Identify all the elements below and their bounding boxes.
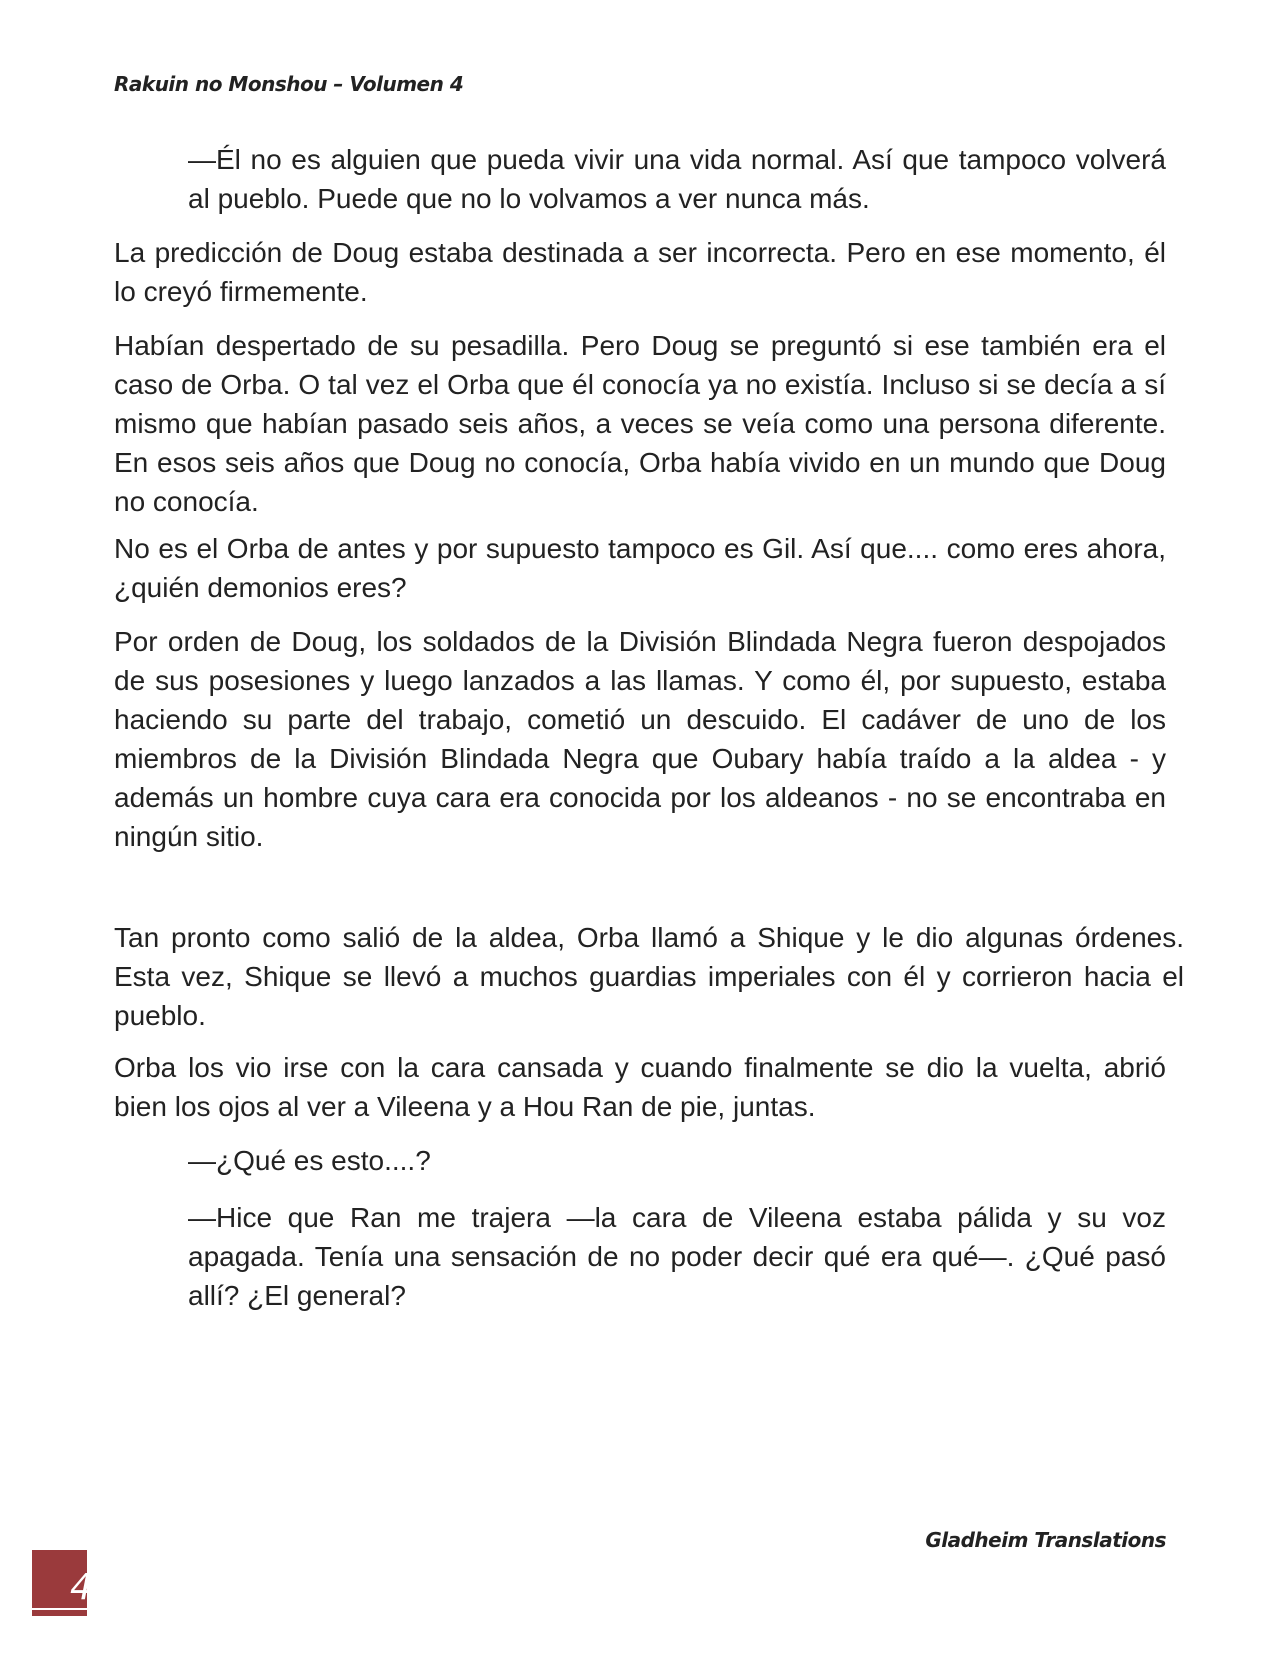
paragraph-dialog-1: —Él no es alguien que pueda vivir una vida normal. Así que tampoco volverá al pueblo. Puede que no lo volvamos a ver nunca más.	[188, 144, 1166, 214]
running-header: Rakuin no Monshou – Volumen 4	[114, 72, 464, 96]
page-box-divider	[32, 1608, 87, 1610]
paragraph-4: No es el Orba de antes y por supuesto tampoco es Gil. Así que.... como eres ahora, ¿quién demonios eres?	[114, 533, 1166, 603]
translator-credit: Gladheim Translations	[925, 1528, 1166, 1552]
page-number: 4	[70, 1567, 93, 1608]
paragraph-5: Por orden de Doug, los soldados de la División Blindada Negra fueron despojados de sus posesiones y luego lanzados a las llamas. Y como él, por supuesto, estaba haciendo su parte del trabajo, cometió un descuido. El cadáver de uno de los miembros de la División Blindada Negra que Oubary había traído a la aldea - y además un hombre cuya cara era conocida por los aldeanos - no se encontraba en ningún sitio.	[114, 626, 1166, 852]
paragraph-3: Habían despertado de su pesadilla. Pero Doug se preguntó si ese también era el caso de Orba. O tal vez el Orba que él conocía ya no existía. Incluso si se decía a sí mismo que habían pasado seis años, a veces se veía como una persona diferente. En esos seis años que Doug no conocía, Orba había vivido en un mundo que Doug no conocía.	[114, 330, 1166, 517]
paragraph-dialog-8: —¿Qué es esto....?	[188, 1145, 431, 1176]
paragraph-2: La predicción de Doug estaba destinada a ser incorrecta. Pero en ese momento, él lo creyó firmemente.	[114, 237, 1166, 307]
paragraph-7: Orba los vio irse con la cara cansada y cuando finalmente se dio la vuelta, abrió bien los ojos al ver a Vileena y a Hou Ran de pie, juntas.	[114, 1052, 1166, 1122]
paragraph-6: Tan pronto como salió de la aldea, Orba llamó a Shique y le dio algunas órdenes. Esta vez, Shique se llevó a muchos guardias imperiales con él y corrieron hacia el pueblo.	[114, 922, 1184, 1031]
paragraph-dialog-9: —Hice que Ran me trajera —la cara de Vileena estaba pálida y su voz apagada. Tenía una sensación de no poder decir qué era qué—. ¿Qué pasó allí? ¿El general?	[188, 1202, 1166, 1311]
